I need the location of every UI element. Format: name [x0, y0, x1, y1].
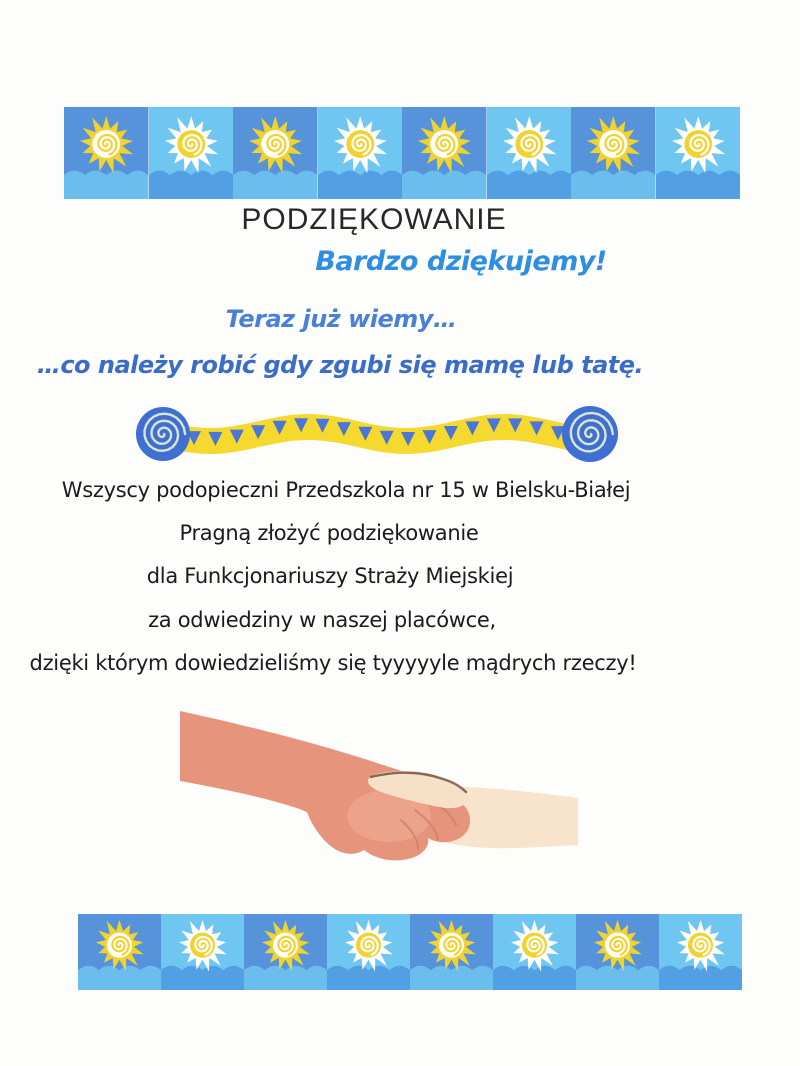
sun-tile-icon	[64, 107, 149, 199]
body-line-3: dla Funkcjonariuszy Straży Miejskiej	[146, 564, 514, 588]
sun-border-bottom	[78, 914, 742, 990]
sun-tile-icon	[233, 107, 318, 199]
subtitle-line: Bardzo dziękujemy!	[315, 246, 607, 277]
sun-tile-icon	[656, 107, 741, 199]
sun-border-top	[64, 107, 740, 199]
handshake-photo	[163, 698, 593, 877]
sun-tile-icon	[576, 914, 659, 990]
body-line-5: dzięki którym dowiedzieliśmy się tyyyyyle mądrych rzeczy!	[29, 651, 637, 675]
body-line-1: Wszyscy podopieczni Przedszkola nr 15 w Bielsku-Białej	[61, 478, 631, 502]
sun-tile-icon	[402, 107, 487, 199]
body-line-2: Pragną złożyć podziękowanie	[179, 521, 479, 545]
lead-line-1: Teraz już wiemy…	[225, 305, 457, 333]
sun-tile-icon	[149, 107, 234, 199]
sun-tile-icon	[659, 914, 742, 990]
spiral-wave-divider	[136, 403, 620, 471]
sun-tile-icon	[327, 914, 410, 990]
sun-tile-icon	[161, 914, 244, 990]
sun-tile-icon	[318, 107, 403, 199]
sun-tile-icon	[493, 914, 576, 990]
handshake-graphic	[163, 698, 593, 873]
body-line-4: za odwiedziny w naszej placówce,	[148, 608, 496, 632]
sun-tile-icon	[410, 914, 493, 990]
spiral-wave-divider-graphic	[136, 403, 620, 467]
sun-tile-icon	[487, 107, 572, 199]
page-title: PODZIĘKOWANIE	[241, 203, 507, 236]
sun-tile-icon	[244, 914, 327, 990]
sun-tile-icon	[571, 107, 656, 199]
sun-tile-icon	[78, 914, 161, 990]
lead-line-2: …co należy robić gdy zgubi się mamę lub tatę.	[36, 351, 644, 379]
